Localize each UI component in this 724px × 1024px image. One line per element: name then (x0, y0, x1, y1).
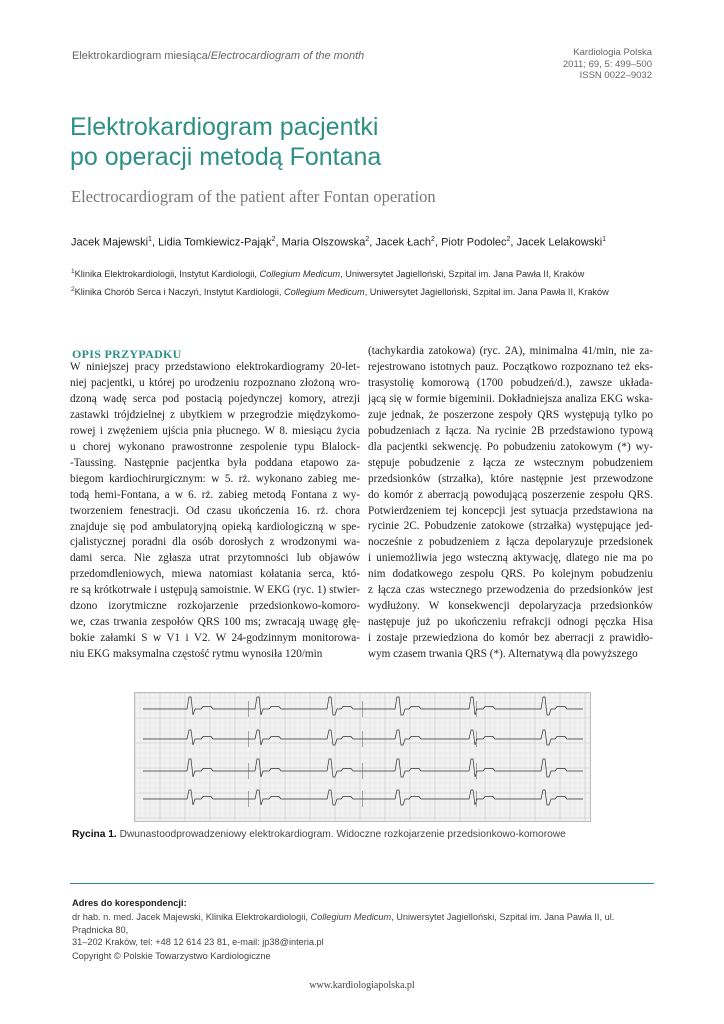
correspondence-line-2: 31–202 Kraków, tel: +48 12 614 23 81, e-mail: jp38@interia.pl (72, 937, 324, 947)
correspondence-part: dr hab. n. med. Jacek Majewski, Klinika Elektrokardiologii, (72, 912, 311, 922)
running-head-pl: Elektrokardiogram miesiąca/ (72, 50, 211, 62)
affiliation-text: , Uniwersytet Jagielloński, Szpital im. Jana Pawła II, Kraków (364, 287, 609, 298)
body-text-line: i uniemożliwia jego wsteczną aktywację, dlatego nie ma po (368, 552, 653, 565)
title-line-2: po operacji metodą Fontana (70, 143, 382, 171)
ecg-figure (134, 692, 591, 822)
body-text-line: nocześnie z pobudzeniem z łącza depolaryzuje przedsionek (368, 536, 653, 549)
affiliation-1 (71, 268, 584, 279)
body-column-left (70, 360, 360, 663)
author-affiliation-mark: 2 (431, 236, 435, 243)
running-head (72, 50, 364, 62)
author-affiliation-mark: 2 (271, 236, 276, 243)
affiliation-italic: Collegium Medicum (259, 269, 341, 280)
author-affiliation-mark: 2 (506, 236, 511, 243)
affiliation-2 (71, 286, 609, 297)
running-head-en: Electrocardiogram of the month (210, 50, 365, 62)
body-text-line: zuje jednak, że poszerzone zespoły QRS występują tylko po (368, 408, 653, 421)
author: Maria Olszowska (281, 236, 366, 249)
body-text-line: pobudzeniach z łącza. Na rycinie 2B przedstawiono typową (368, 424, 653, 437)
body-text-line: wym czasem trwania QRS (*). Alternatywą dla powyższego (368, 648, 638, 661)
body-text-line: rowej i zwężeniem ujścia pnia płucnego. W 8. miesiącu życia (70, 424, 360, 437)
body-text-line: dzoną wadę serca pod postacią pojedynczej komory, atrezji (70, 392, 360, 405)
article-title-pl (70, 112, 570, 172)
body-text-line: rejestrowano istotnych pauz. Początkowo rozpoznano też eks- (368, 360, 653, 373)
body-text-line: jącą się w formie bigeminii. Dokładniejsza analiza EKG wska- (368, 392, 653, 405)
body-text-line: znajduje się pod ambulatoryjną opieką kardiologiczną w spe- (70, 520, 360, 533)
correspondence-label: Adres do korespondencji: (72, 898, 187, 908)
author: Lidia Tomkiewicz-Pająk (158, 236, 272, 249)
journal-info (563, 47, 652, 82)
title-line-1: Elektrokardiogram pacjentki (70, 113, 379, 141)
body-text-line: wydłużony. W konsekwencji depolaryzacja przedsionków (368, 600, 653, 613)
body-text-line: tworzeniem fenestracji. Od czasu ukończenia 16. rż. chora (70, 504, 360, 517)
body-text-line: przedomdleniowych, miewa natomiast kołatania serca, któ- (70, 568, 360, 581)
body-text-line: następuje już po ukończeniu refrakcji odnogi pęczka Hisa (368, 616, 653, 629)
body-text-line: Potwierdzeniem tej koncepcji jest sytuacja przedstawiona na (368, 504, 653, 517)
footer-url: www.kardiologiapolska.pl (309, 980, 415, 991)
figure-label: Rycina 1. (72, 829, 117, 840)
body-text-line: trasystolię komorową (1700 pobudzeń/d.), zawsze układa- (368, 376, 653, 389)
body-text-line: nim dodatkowego zespołu QRS. Po kolejnym pobudzeniu (368, 568, 653, 581)
ecg-trace-row (143, 790, 583, 805)
body-text-line: niej pacjentki, u której po urodzeniu rozpoznano złożoną wro- (70, 376, 360, 389)
journal-issn: ISSN 0022–9032 (579, 70, 652, 81)
affiliation-number: 1 (71, 268, 75, 275)
body-text-line: do komór z aberracją powodującą poszerzenie zespołu QRS. (368, 488, 653, 501)
body-text-line: niu EKG maksymalna częstość rytmu wynosiła 120/min (70, 648, 323, 661)
figure-caption-text: Dwunastoodprowadzeniowy elektrokardiogram. Widoczne rozkojarzenie przedsionkowo-komorowe (116, 829, 566, 840)
author-affiliation-mark: 1 (148, 236, 152, 243)
correspondence-text (72, 911, 656, 949)
body-text-line: dami serca. Nie zgłasza utrat przytomności lub objawów (70, 552, 360, 565)
figure-caption (72, 829, 566, 840)
body-text-line: biegom kardiochirurgicznym: w 5. rż. wykonano zabieg me- (70, 472, 360, 485)
copyright: Copyright © Polskie Towarzystwo Kardiologiczne (72, 951, 271, 961)
affiliation-text: Klinika Chorób Serca i Naczyń, Instytut Kardiologii, (74, 287, 284, 298)
section-heading: OPIS PRZYPADKU (72, 347, 182, 361)
body-text-line: stępuje pobudzenie z łącza ze wstecznym pobudzeniem (368, 456, 653, 469)
author: Piotr Podolec (441, 236, 507, 249)
author: Jacek Łach (375, 236, 432, 249)
body-text-line: rycinie 2C. Pobudzenie zatokowe (strzałka) występujące jed- (368, 520, 653, 533)
body-text-line: cjalistycznej poradni dla osób dorosłych z wrodzonymi wa- (70, 536, 360, 549)
ecg-trace-image (135, 693, 590, 821)
body-text-line: bokie załamki S w V1 i V2. W 24-godzinnym monitorowa- (70, 632, 360, 645)
body-text-line: we, czas trwania zespołów QRS 100 ms; zwracają uwagę głę- (70, 616, 360, 629)
journal-volume: 2011; 69, 5: 499–500 (562, 58, 652, 70)
body-text-line: W niniejszej pracy przedstawiono elektrokardiogramy 20-let- (70, 361, 360, 373)
body-column-right (368, 344, 653, 663)
body-text-line: i zostaje przewiedziona do komór bez aberracji z prawidło- (368, 632, 653, 645)
body-text-line: dla pacjentki sekwencję. Po pobudzeniu zatokowym (*) wy- (368, 440, 653, 453)
correspondence-italic: Collegium Medicum (310, 912, 392, 922)
author-affiliation-mark: 2 (365, 236, 370, 243)
author: Jacek Majewski (71, 236, 149, 249)
footer-divider (70, 883, 654, 884)
correspondence-part: , Uniwersytet Jagielloński, Szpital im. Jana Pawła II, ul. Prądnicka 80, (72, 912, 615, 935)
body-text-line: u chorej wykonano prawostronne zespolenie typu Blalock- (70, 440, 360, 453)
body-text-line: (tachykardia zatokowa) (ryc. 2A), minimalna 41/min, nie za- (368, 345, 653, 357)
body-text-line: todą hemi-Fontana, a w 6. rż. zabieg metodą Fontana z wy- (70, 488, 360, 501)
body-text-line: -Taussing. Następnie pacjentka była poddana etapowo za- (70, 456, 360, 469)
article-title-en: Electrocardiogram of the patient after Fontan operation (71, 187, 436, 206)
affiliation-number: 2 (71, 286, 75, 293)
author-affiliation-mark: 1 (602, 236, 607, 243)
affiliation-text: , Uniwersytet Jagielloński, Szpital im. Jana Pawła II, Kraków (340, 269, 585, 280)
affiliation-italic: Collegium Medicum (284, 287, 365, 298)
body-text-line: zastawki trójdzielnej z ubytkiem w przegrodzie międzykomo- (70, 408, 360, 421)
correspondence-line-1 (72, 911, 656, 936)
author-list: Jacek Majewski$^1$, Lidia Tomkiewicz-Pająk$^2$, Maria Olszowska$^2$, Jacek Łach$^2$, Piotr Podolec$^2$, Jacek Lelakowski$^1$ (71, 236, 607, 249)
author: Jacek Lelakowski (516, 236, 603, 249)
body-text-line: z łącza czas wstecznego przewodzenia do przedsionków jest (368, 584, 653, 597)
journal-name: Kardiologia Polska (573, 47, 652, 58)
affiliation-text: Klinika Elektrokardiologii, Instytut Kardiologii, (74, 269, 260, 280)
ecg-trace-row (143, 697, 583, 715)
body-text-line: przedsionków (strzałka), które następnie jest przewodzone (368, 472, 653, 485)
body-text-line: dzono izorytmiczne rozkojarzenie przedsionkowo-komoro- (70, 600, 360, 613)
body-text-line: re są krótkotrwałe i ustępują samoistnie. W EKG (ryc. 1) stwier- (70, 584, 360, 597)
